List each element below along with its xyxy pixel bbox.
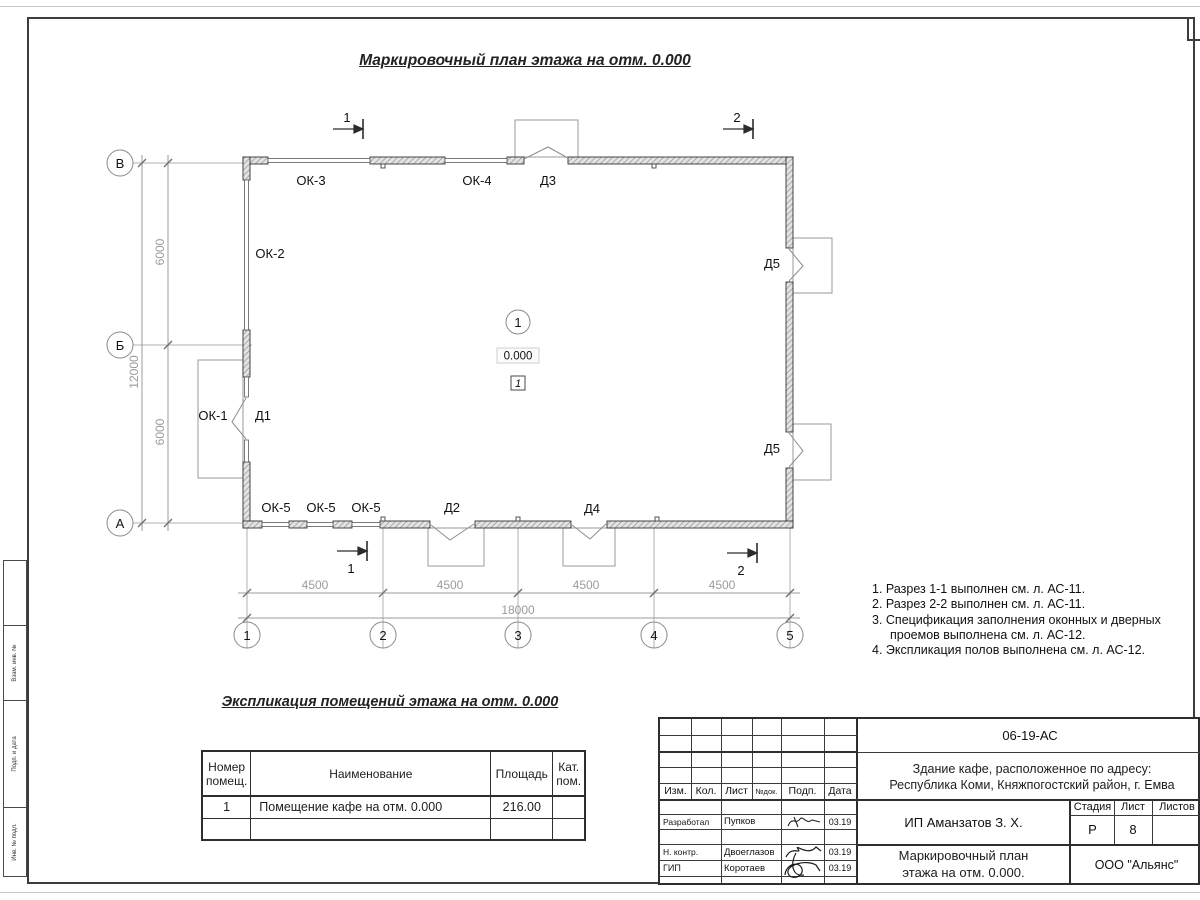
explication-cell: 216.00	[491, 796, 553, 818]
axis-row-label: А	[115, 516, 125, 531]
margin-box-podp-label: Подп. и дата	[12, 736, 18, 772]
staff-date-1: 03.19	[828, 816, 852, 827]
signature-1	[784, 813, 824, 830]
notes-list	[872, 582, 1194, 658]
note-item: 3. Спецификация заполнения оконных и дверных проемов выполнена см. л. АС-12.	[872, 612, 1161, 642]
explication-cell	[491, 818, 553, 840]
dim-bottom-3: 4500	[572, 578, 600, 592]
section-label-2-top: 2	[733, 110, 741, 125]
drawing-title-line1: Маркировочный план	[898, 848, 1029, 863]
opening-label: ОК-1	[198, 408, 228, 423]
explication-row	[202, 796, 585, 818]
sheets-total-header: Листов	[1159, 801, 1195, 813]
explication-cell: 1	[202, 796, 251, 818]
dim-bottom-total: 18000	[501, 603, 535, 617]
explication-cell	[553, 796, 585, 818]
note-item: 2. Разрез 2-2 выполнен см. л. АС-11.	[872, 597, 1086, 612]
opening-label: ОК-5	[351, 500, 381, 515]
section-label-1-top: 1	[343, 110, 351, 125]
elevation-mark	[497, 348, 539, 363]
rev-header-data: Дата	[828, 785, 852, 797]
staff-role-1: Разработал	[663, 816, 710, 827]
opening-label: ОК-3	[296, 173, 326, 188]
explication-cell	[202, 818, 251, 840]
staff-date-2: 03.19	[828, 847, 852, 857]
client-name: ИП Аманзатов З. Х.	[904, 815, 1023, 830]
rev-header-podp: Подп.	[788, 785, 817, 797]
axis-col-label: 4	[650, 628, 658, 643]
company-name: ООО "Альянс"	[1094, 857, 1179, 872]
dim-bottom-4: 4500	[708, 578, 736, 592]
axis-col-label: 3	[514, 628, 522, 643]
note-item: 4. Экспликация полов выполнена см. л. АС-12.	[872, 643, 1146, 658]
axis-col-label: 5	[786, 628, 794, 643]
floor-type-value: 1	[514, 378, 522, 390]
sheet-value: 8	[1129, 822, 1137, 837]
staff-date-3: 03.19	[828, 863, 852, 873]
opening-label: Д5	[763, 441, 781, 456]
dimension-ticks	[138, 159, 794, 622]
dim-left-total: 12000	[127, 355, 141, 389]
title-block	[658, 717, 1200, 885]
drawing-title-line2: этажа на отм. 0.000.	[902, 864, 1025, 880]
dim-bottom-2: 4500	[436, 578, 464, 592]
opening-labels	[198, 173, 780, 516]
axis-col-label: 1	[243, 628, 251, 643]
explication-row	[202, 818, 585, 840]
room-tag	[506, 310, 530, 334]
section-label-1-bottom: 1	[347, 561, 355, 576]
note-item: 1. Разрез 1-1 выполнен см. л. АС-11.	[872, 582, 1086, 596]
margin-box-inv-label: Инв. № подл.	[12, 823, 18, 861]
expl-col-area: Площадь	[491, 751, 553, 796]
elevation-value: 0.000	[503, 350, 533, 363]
opening-label: ОК-5	[306, 500, 336, 515]
staff-name-3: Коротаев	[724, 862, 766, 874]
axis-row-bubbles	[107, 150, 133, 536]
staff-role-2: Н. контр.	[663, 847, 699, 857]
rev-header-izm: Изм.	[664, 785, 687, 797]
explication-heading: Экспликация помещений этажа на отм. 0.000	[221, 694, 559, 710]
project-address-line1: Здание кафе, расположенное по адресу:	[912, 762, 1152, 776]
axis-lines	[133, 163, 790, 648]
margin-box-vzam-label: Взам. инв. №	[12, 644, 18, 682]
floor-type-mark	[511, 376, 525, 390]
staff-name-2: Двоеглазов	[724, 846, 775, 858]
rev-header-list: Лист	[725, 785, 748, 797]
room-number: 1	[514, 315, 522, 330]
project-address	[862, 756, 1200, 798]
expl-col-number: Номер помещ.	[202, 751, 251, 796]
drawing-title	[858, 846, 1069, 883]
page-title: Маркировочный план этажа на отм. 0.000	[359, 52, 691, 69]
stage-header: Стадия	[1073, 801, 1112, 813]
section-label-2-bottom: 2	[737, 563, 745, 578]
rev-header-kol: Кол.	[695, 785, 717, 797]
opening-label: Д5	[763, 256, 781, 271]
doc-number: 06-19-АС	[1002, 728, 1058, 743]
dim-bottom-1: 4500	[301, 578, 329, 592]
opening-label: Д2	[443, 500, 461, 515]
project-address-line2: Республика Коми, Княжпогостский район, г. Емва	[889, 778, 1175, 792]
rev-header-doc: №док.	[755, 786, 778, 796]
opening-label: ОК-5	[261, 500, 291, 515]
windows	[245, 159, 508, 527]
sheet-header: Лист	[1121, 801, 1145, 813]
staff-name-1: Пупков	[724, 816, 756, 827]
dim-left-lower: 6000	[153, 418, 167, 446]
axis-row-label: В	[115, 156, 125, 171]
explication-cell	[553, 818, 585, 840]
axis-col-label: 2	[379, 628, 387, 643]
door-leaves	[232, 147, 803, 540]
opening-label: Д4	[583, 501, 601, 516]
staff-role-3: ГИП	[663, 863, 681, 873]
opening-label: Д3	[539, 173, 557, 188]
dimension-lines	[142, 155, 800, 618]
opening-label: ОК-2	[255, 246, 285, 261]
opening-label: ОК-4	[462, 173, 492, 188]
explication-cell: Помещение кафе на отм. 0.000	[251, 796, 491, 818]
signature-2	[782, 841, 824, 883]
expl-col-cat: Кат. пом.	[553, 751, 585, 796]
stage-value: Р	[1088, 822, 1097, 837]
walls	[243, 157, 793, 528]
sheets-total-value	[1152, 815, 1200, 844]
wall-axis-markers	[381, 164, 659, 521]
expl-col-name: Наименование	[251, 751, 491, 796]
axis-row-label: Б	[115, 338, 125, 353]
dim-left-upper: 6000	[153, 238, 167, 266]
opening-label: Д1	[254, 408, 272, 423]
explication-cell	[251, 818, 491, 840]
explication-table	[201, 750, 586, 841]
vestibules	[198, 120, 832, 566]
